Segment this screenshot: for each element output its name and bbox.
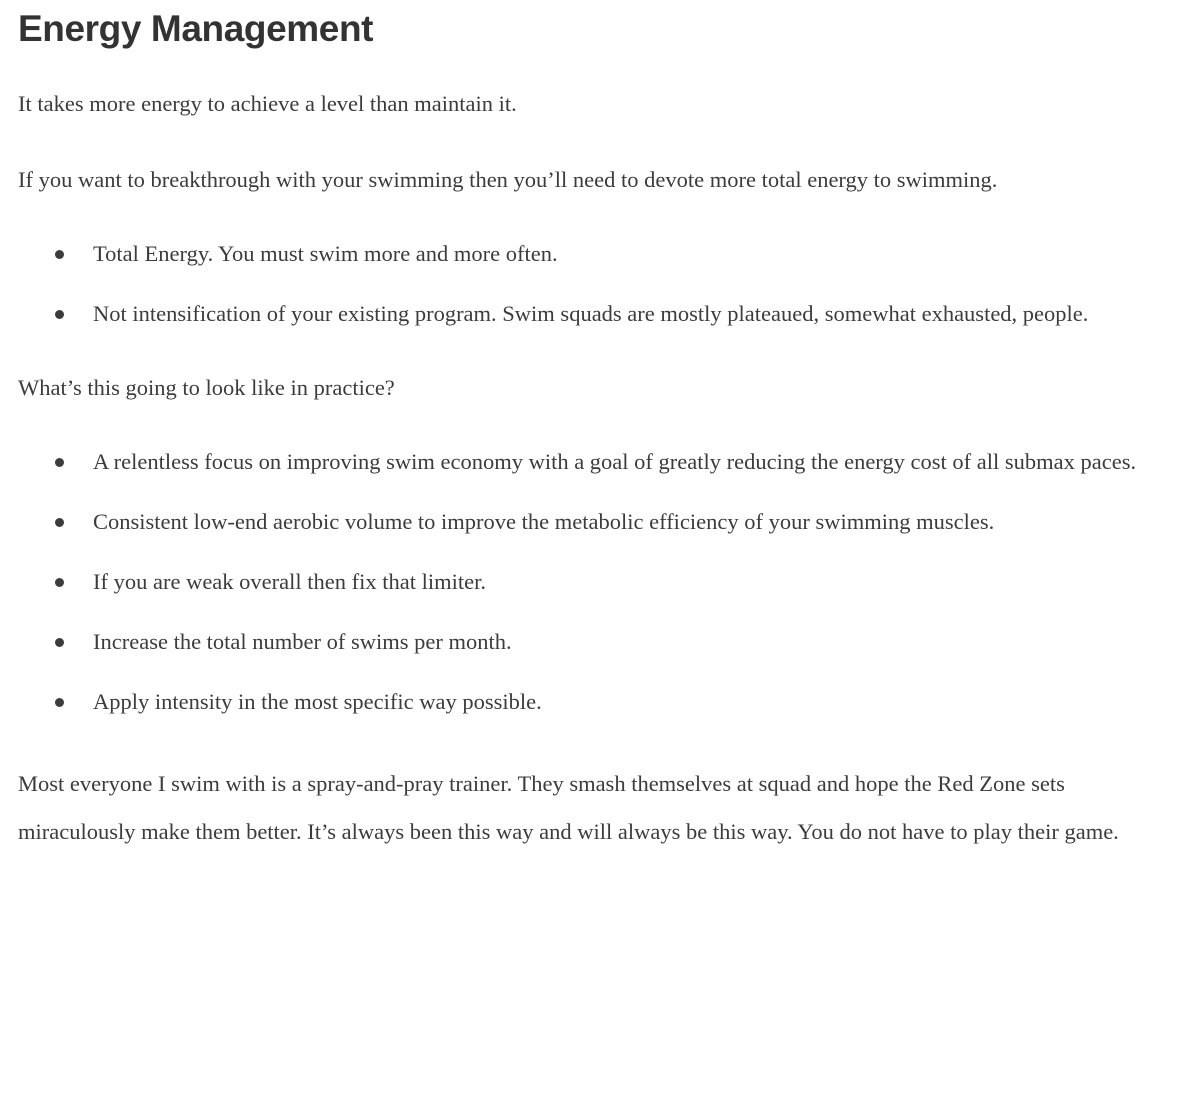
list-item: Not intensification of your existing program. Swim squads are mostly plateaued, somewhat exhausted, people. <box>18 278 1178 338</box>
closing-paragraph: Most everyone I swim with is a spray-and-pray trainer. They smash themselves at squad and hope the Red Zone sets miraculously make them better. It’s always been this way and will always be this way. You do not have to play their game. <box>18 771 1119 844</box>
first-bullet-list <box>18 204 1182 338</box>
list-item: If you are weak overall then fix that limiter. <box>18 546 1178 606</box>
list-item: Apply intensity in the most specific way possible. <box>18 666 1178 726</box>
second-paragraph: If you want to breakthrough with your swimming then you’ll need to devote more total energy to swimming. <box>18 167 998 192</box>
intro-paragraph: It takes more energy to achieve a level than maintain it. <box>18 91 517 116</box>
page-title: Energy Management <box>18 8 374 49</box>
second-bullet-list <box>18 412 1182 726</box>
list-item: A relentless focus on improving swim economy with a goal of greatly reducing the energy cost of all submax paces. <box>18 426 1178 486</box>
list-item: Increase the total number of swims per month. <box>18 606 1178 666</box>
question-paragraph: What’s this going to look like in practice? <box>18 375 395 400</box>
list-item: Total Energy. You must swim more and more often. <box>18 218 1178 278</box>
list-item: Consistent low-end aerobic volume to improve the metabolic efficiency of your swimming muscles. <box>18 486 1178 546</box>
